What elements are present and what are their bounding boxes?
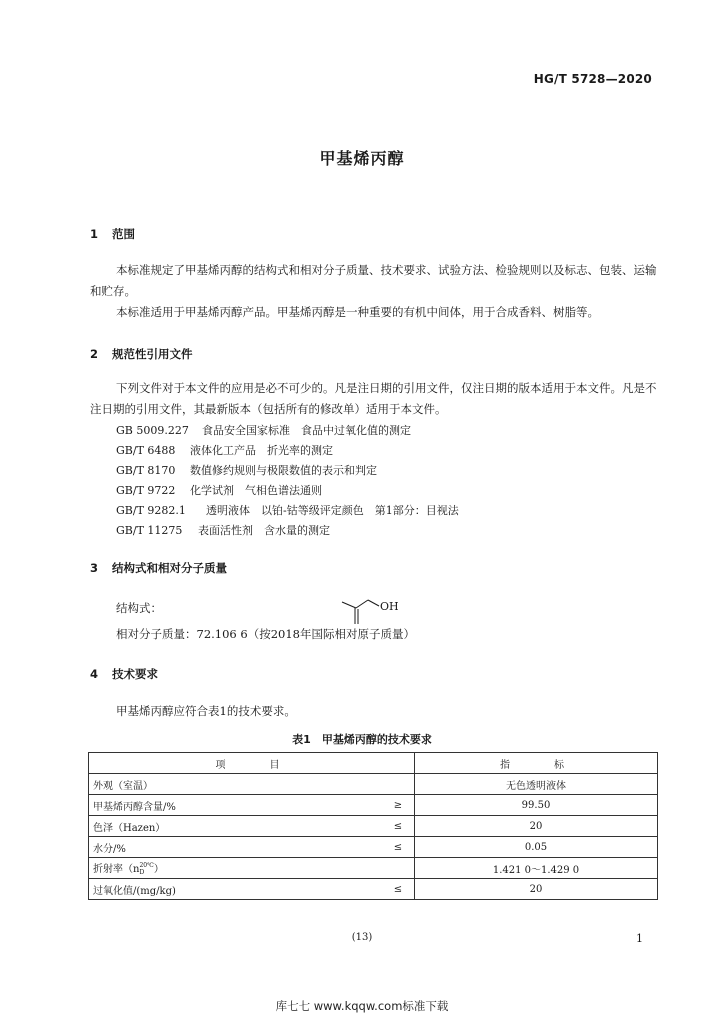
row-item: 外观（室温）	[89, 774, 383, 795]
section-2-paragraph: 下列文件对于本文件的应用是必不可少的。凡是注日期的引用文件，仅注日期的版本适用于本文件。凡是不注日期的引用文件，其最新版本（包括所有的修改单）适用于本文件。	[90, 381, 657, 416]
reference-item	[116, 502, 459, 518]
table-row	[89, 774, 658, 795]
subscript: D	[139, 869, 145, 877]
row-symbol: ≥	[382, 795, 415, 816]
column-header-item: 项 目	[89, 753, 415, 774]
row-value: 0.05	[415, 837, 658, 858]
document-title: 甲基烯丙醇	[319, 149, 405, 168]
reference-item	[116, 422, 411, 438]
row-item-tail: ）	[153, 863, 164, 875]
row-item: 甲基烯丙醇含量/%	[89, 795, 383, 816]
row-item-text: 折射率（n	[93, 863, 140, 875]
table-row	[89, 795, 658, 816]
section-title: 结构式和相对分子质量	[112, 561, 227, 575]
reference-item	[116, 462, 377, 478]
reference-code: GB/T 11275	[116, 524, 183, 537]
row-value: 20	[415, 879, 658, 900]
molecular-mass-line: 相对分子质量：72.106 6（按2018年国际相对原子质量）	[116, 627, 415, 641]
row-value: 1.421 0～1.429 0	[415, 858, 658, 879]
section-4-paragraph: 甲基烯丙醇应符合表1的技术要求。	[116, 704, 296, 718]
reference-code: GB/T 8170	[116, 464, 176, 477]
column-header-value: 指 标	[415, 753, 658, 774]
section-1-heading	[90, 226, 135, 242]
section-number: 1	[90, 227, 99, 241]
reference-code: GB/T 9722	[116, 484, 176, 497]
section-title: 规范性引用文件	[112, 347, 193, 361]
row-value: 20	[415, 816, 658, 837]
row-symbol: ≤	[382, 879, 415, 900]
section-1-paragraph-1: 本标准规定了甲基烯丙醇的结构式和相对分子质量、技术要求、试验方法、检验规则以及标志、包装、运输和贮存。	[90, 263, 657, 298]
reference-title: 液体化工产品 折光率的测定	[190, 444, 333, 457]
reference-code: GB/T 6488	[116, 444, 176, 457]
reference-item	[116, 522, 330, 538]
row-symbol: ≤	[382, 837, 415, 858]
section-title: 范围	[112, 227, 135, 241]
section-number: 4	[90, 667, 99, 681]
reference-title: 表面活性剂 含水量的测定	[198, 524, 330, 537]
table-row	[89, 858, 658, 879]
section-number: 2	[90, 347, 99, 361]
reference-title: 食品安全国家标准 食品中过氧化值的测定	[202, 424, 411, 437]
technical-requirements-table	[88, 752, 658, 900]
structural-formula-diagram	[338, 593, 418, 627]
reference-item	[116, 482, 322, 498]
bond-methyl	[342, 602, 356, 608]
table-row	[89, 879, 658, 900]
footer-page-label: (13)	[351, 932, 373, 943]
superscript: 20℃	[139, 862, 154, 870]
row-item: 色泽（Hazen）	[89, 816, 383, 837]
row-symbol	[382, 858, 415, 879]
oh-label: OH	[380, 600, 399, 613]
section-3-heading	[90, 560, 227, 576]
row-symbol: ≤	[382, 816, 415, 837]
row-value: 99.50	[415, 795, 658, 816]
section-number: 3	[90, 561, 99, 575]
table-row	[89, 837, 658, 858]
table-caption: 表1 甲基烯丙醇的技术要求	[292, 733, 432, 746]
table-header-row	[89, 753, 658, 774]
table-row	[89, 816, 658, 837]
row-symbol	[382, 774, 415, 795]
reference-code: GB/T 9282.1	[116, 504, 186, 517]
row-item: 水分/%	[89, 837, 383, 858]
reference-code: GB 5009.227	[116, 424, 189, 437]
reference-title: 数值修约规则与极限数值的表示和判定	[190, 464, 377, 477]
footer-page-number: 1	[636, 932, 643, 945]
section-1-paragraph-2: 本标准适用于甲基烯丙醇产品。甲基烯丙醇是一种重要的有机中间体，用于合成香料、树脂等。	[116, 305, 599, 319]
watermark-text: 库七七 www.kqqw.com标准下载	[275, 999, 449, 1013]
section-4-heading	[90, 666, 158, 682]
standard-code: HG/T 5728—2020	[533, 72, 652, 86]
row-value: 无色透明液体	[415, 774, 658, 795]
row-item	[89, 858, 383, 879]
section-title: 技术要求	[112, 667, 158, 681]
section-2-heading	[90, 346, 193, 362]
bond-oh	[368, 600, 379, 606]
reference-title: 透明液体 以铂-钴等级评定颜色 第1部分：目视法	[206, 504, 459, 517]
reference-item	[116, 442, 333, 458]
reference-title: 化学试剂 气相色谱法通则	[190, 484, 322, 497]
structural-formula-label: 结构式：	[116, 601, 162, 615]
bond-ch2	[356, 600, 368, 608]
row-item: 过氧化值/(mg/kg)	[89, 879, 383, 900]
